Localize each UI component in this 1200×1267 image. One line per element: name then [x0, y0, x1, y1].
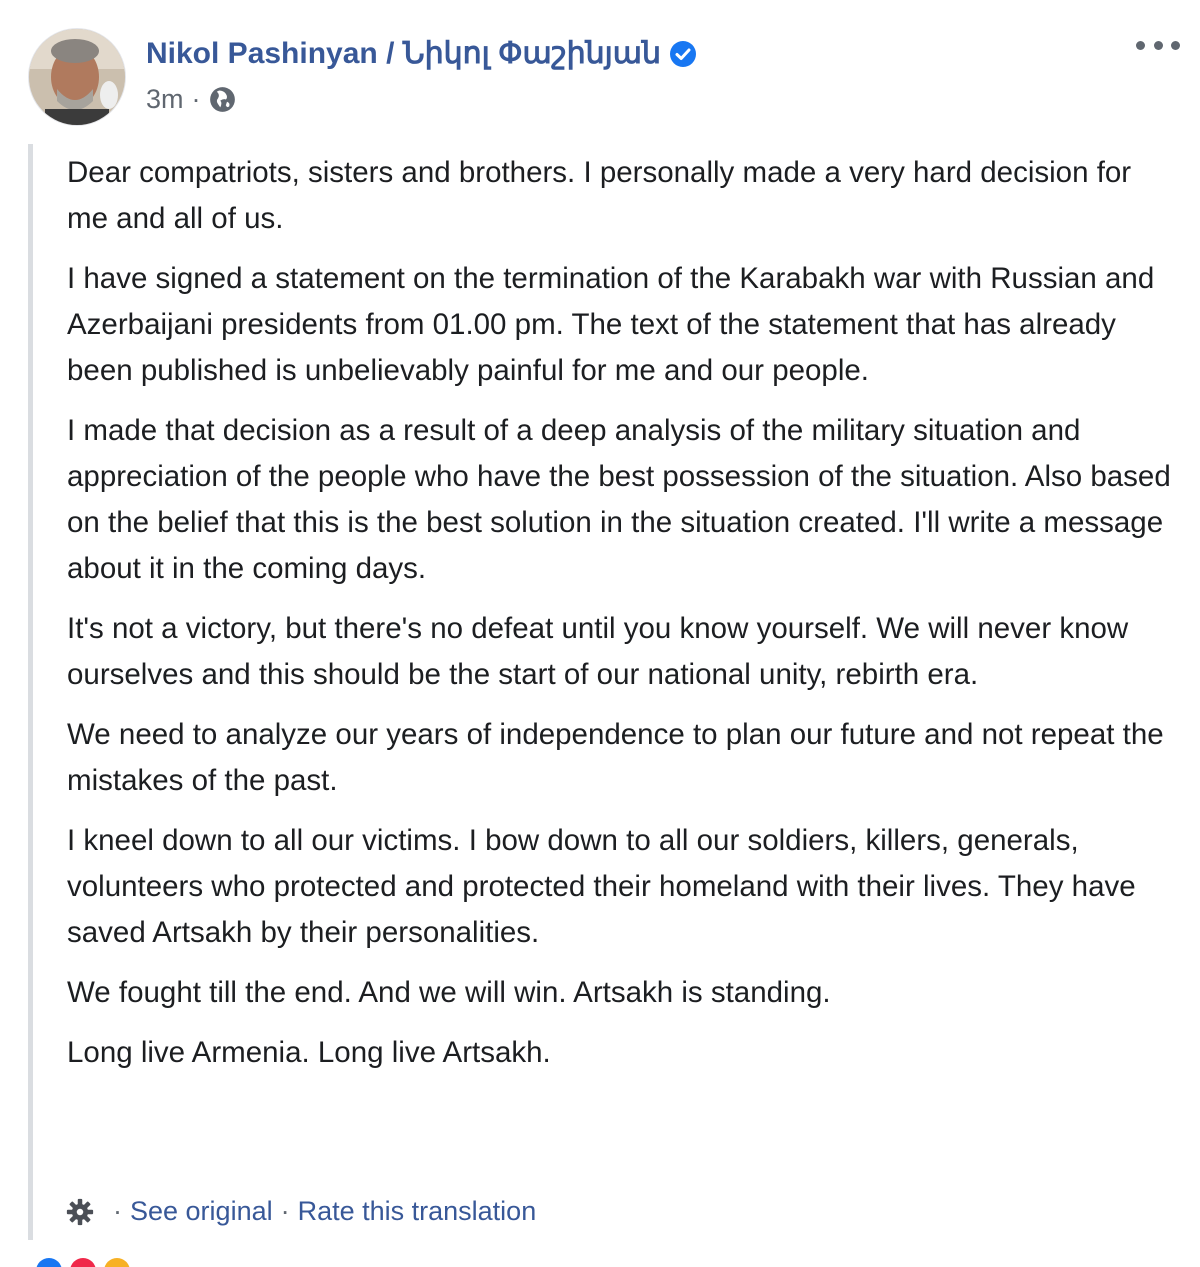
see-original-link[interactable]: See original: [130, 1196, 273, 1226]
verified-badge-icon: [669, 40, 697, 68]
translation-footer: [65, 1196, 536, 1227]
more-options-icon[interactable]: [1136, 30, 1180, 60]
globe-icon[interactable]: [209, 86, 236, 113]
rate-translation-link[interactable]: Rate this translation: [297, 1196, 537, 1226]
post-timestamp[interactable]: 3m: [146, 84, 184, 114]
post-paragraph: I made that decision as a result of a deep analysis of the military situation and appreciation of the people who have the best possession of the situation. Also based on the belief that this is the best solution in the situation created. I'll write a message about it in the coming days.: [67, 414, 1171, 585]
post-paragraph: Dear compatriots, sisters and brothers. I personally made a very hard decision for me and all of us.: [67, 156, 1132, 235]
more-dot: [1171, 41, 1180, 50]
avatar-photo: [29, 29, 125, 125]
more-dot: [1154, 41, 1163, 50]
like-reaction-icon: [36, 1258, 62, 1267]
author-name[interactable]: Nikol Pashinyan / Նիկոլ Փաշինյան: [146, 37, 662, 70]
sad-reaction-icon: [104, 1258, 130, 1267]
post-body: [67, 150, 1177, 1090]
post-paragraph: It's not a victory, but there's no defeat until you know yourself. We will never know ourselves and this should be the start of our national unity, rebirth era.: [67, 612, 1129, 691]
footer-separator: ·: [113, 1196, 122, 1226]
author-name-row: [146, 36, 697, 71]
post-meta: [146, 84, 236, 115]
gear-icon[interactable]: [65, 1197, 95, 1227]
love-reaction-icon: [70, 1258, 96, 1267]
reaction-icons[interactable]: [36, 1258, 138, 1267]
post-paragraph: Long live Armenia. Long live Artsakh.: [67, 1036, 551, 1069]
translation-block: [28, 144, 1183, 1240]
post-paragraph: I kneel down to all our victims. I bow down to all our soldiers, killers, generals, volunteers who protected and protected their homeland with their lives. They have saved Artsakh by their personalities.: [67, 824, 1136, 949]
post-paragraph: We need to analyze our years of independence to plan our future and not repeat the mistakes of the past.: [67, 718, 1164, 797]
meta-separator: ·: [191, 84, 201, 114]
footer-separator: ·: [280, 1196, 290, 1226]
author-avatar[interactable]: [28, 28, 126, 126]
more-dot: [1136, 41, 1145, 50]
post-paragraph: We fought till the end. And we will win. Artsakh is standing.: [67, 976, 831, 1009]
post-paragraph: I have signed a statement on the termination of the Karabakh war with Russian and Azerbaijani presidents from 01.00 pm. The text of the statement that has already been published is unbelievably painful for me and our people.: [67, 262, 1155, 387]
